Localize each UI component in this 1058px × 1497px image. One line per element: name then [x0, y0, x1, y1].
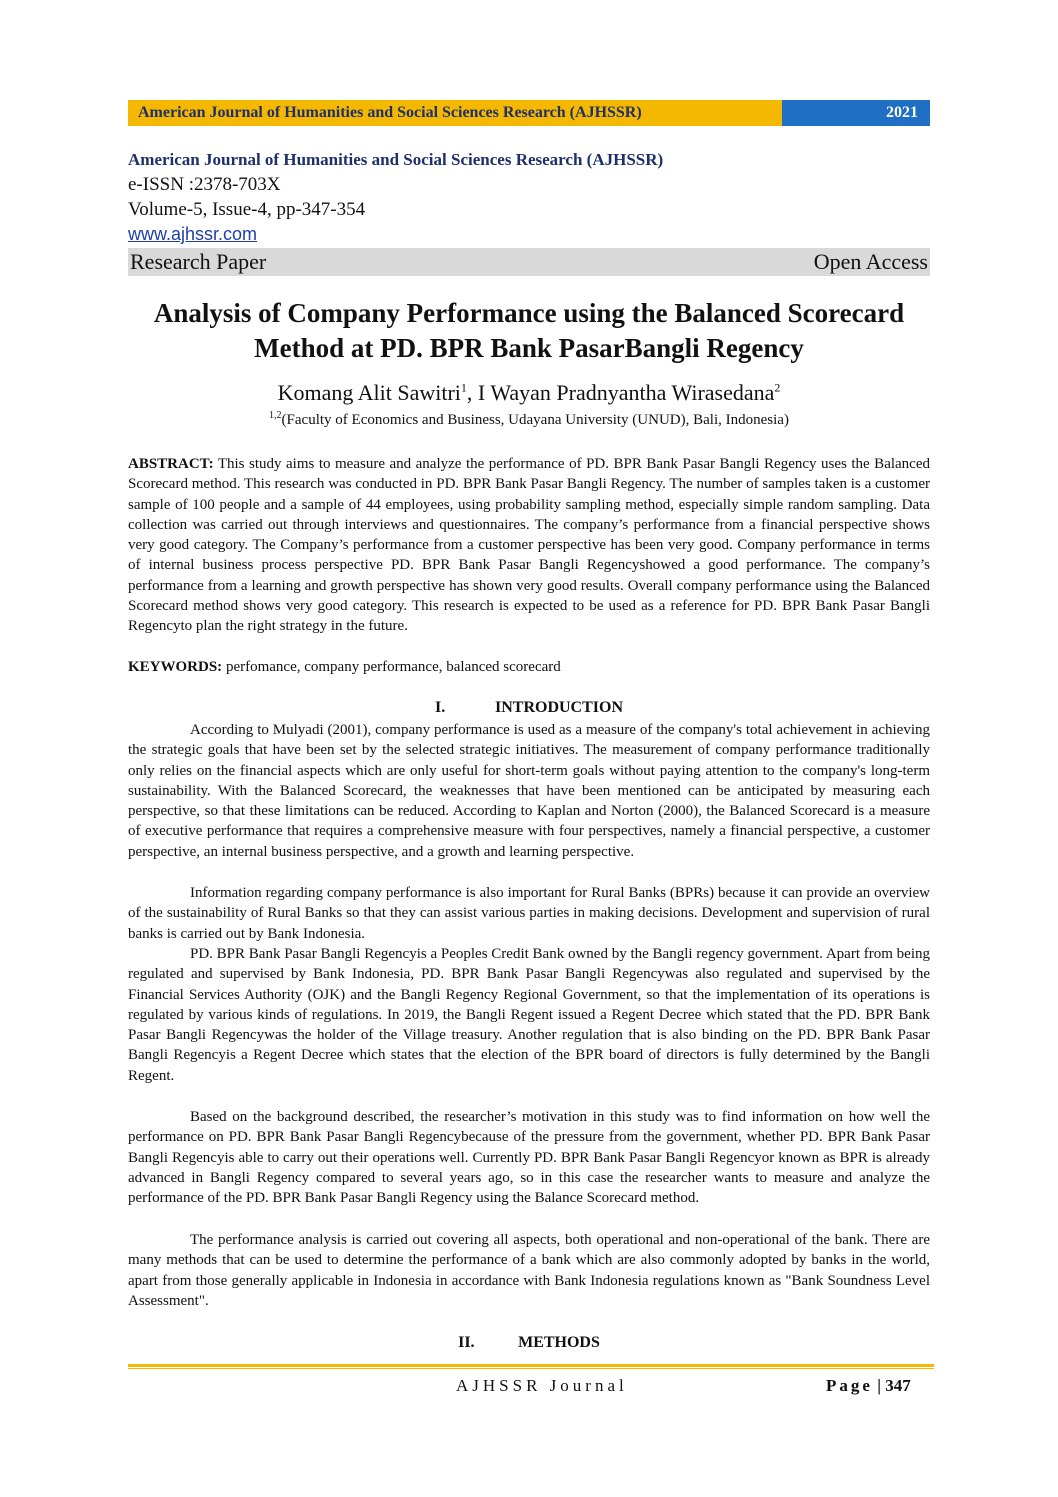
- page-number: 347: [885, 1376, 911, 1395]
- author-1: Komang Alit Sawitri: [277, 380, 461, 405]
- intro-paragraph-2: Information regarding company performance is also important for Rural Banks (BPRs) because it can provide an overview of the sustainability of Rural Banks so that they can assist various parties in making decisions. Development and supervision of rural banks is carried out by Bank Indonesia.: [128, 885, 930, 942]
- page-label: Page: [826, 1376, 873, 1395]
- footer-page-number: [826, 1376, 911, 1396]
- footer-rule-thin: [128, 1368, 934, 1369]
- keywords-label: KEYWORDS:: [128, 659, 223, 675]
- intro-paragraph-4: Based on the background described, the researcher’s motivation in this study was to find information on how well the performance on PD. BPR Bank Pasar Bangli Regencybecause of the pressure from the government, whether PD. BPR Bank Pasar Bangli Regencyis able to carry out their operations well. Currently PD. BPR Bank Pasar Bangli Regencyor known as BPR is already advanced in Bangli Regency compared to several years ago, so in this case the researcher wants to measure and analyze the performance of the PD. BPR Bank Pasar Bangli Regency using the Balance Scorecard method.: [128, 1109, 930, 1207]
- issn: e-ISSN :2378-703X: [128, 174, 281, 195]
- paper-type: Research Paper: [130, 249, 267, 274]
- affiliation-mark: 1,2: [269, 410, 282, 421]
- intro-paragraph-1: According to Mulyadi (2001), company performance is used as a measure of the company's total achievement in achieving the strategic goals that have been set by the selected strategic initiatives. The measurement of company performance traditionally only relies on the financial aspects which are only useful for short-term goals without paying attention to the company's long-term sustainability. With the Balanced Scorecard, the weaknesses that have been mentioned can be anticipated by measuring each perspective, so that these limitations can be reduced. According to Kaplan and Norton (2000), the Balanced Scorecard is a measure of executive performance that requires a comprehensive measure with four perspectives, namely a financial perspective, a customer perspective, an internal business perspective, and a growth and learning perspective.: [128, 722, 930, 860]
- affiliation: [128, 410, 930, 429]
- author-2-affiliation-mark: 2: [774, 380, 781, 395]
- abstract: [128, 454, 930, 637]
- paper-type-bar: [128, 248, 930, 276]
- keywords-text: perfomance, company performance, balanced scorecard: [222, 659, 561, 675]
- running-header: [128, 100, 930, 126]
- journal-name: American Journal of Humanities and Social Sciences Research (AJHSSR): [128, 150, 664, 169]
- access-type: Open Access: [813, 249, 928, 274]
- intro-paragraph-5: The performance analysis is carried out covering all aspects, both operational and non-operational of the bank. There are many methods that can be used to determine the performance of a bank which are also commonly adopted by banks in the world, apart from those generally applicable in Indonesia in accordance with Bank Indonesia regulations known as "Bank Soundness Level Assessment".: [128, 1232, 930, 1309]
- section-number: I.: [434, 699, 446, 716]
- author-2: I Wayan Pradnyantha Wirasedana: [477, 380, 775, 405]
- author-1-affiliation-mark: 1: [460, 380, 467, 395]
- section-number: II.: [458, 1334, 475, 1351]
- volume-issue: Volume-5, Issue-4, pp-347-354: [128, 199, 366, 220]
- author-separator: ,: [466, 380, 478, 405]
- page-separator: |: [872, 1376, 886, 1395]
- section-heading-methods: [128, 1334, 930, 1352]
- authors: [108, 380, 950, 406]
- paper-title: [108, 296, 950, 366]
- journal-website-link[interactable]: www.ajhssr.com: [128, 224, 258, 244]
- header-journal-name: American Journal of Humanities and Social Sciences Research (AJHSSR): [128, 100, 782, 126]
- keywords: [128, 657, 930, 677]
- footer-rule: [128, 1364, 934, 1367]
- title-line-2: Method at PD. BPR Bank PasarBangli Regency: [254, 333, 804, 363]
- title-line-1: Analysis of Company Performance using the Balanced Scorecard: [153, 298, 905, 328]
- footer-journal-name: AJHSSR Journal: [456, 1376, 628, 1395]
- intro-paragraph-3: PD. BPR Bank Pasar Bangli Regencyis a Peoples Credit Bank owned by the Bangli regency government. Apart from being regulated and supervised by Bank Indonesia, PD. BPR Bank Pasar Bangli Regencywas also regulated and supervised by the Financial Services Authority (OJK) and the Bangli Regency Regional Government, so that the implementation of its operations is regulated by various kinds of regulations. In 2019, the Bangli Regent issued a Regent Decree which stated that the PD. BPR Bank Pasar Bangli Regencywas the holder of the Village treasury. Another regulation that is also binding on the PD. BPR Bank Pasar Bangli Regencyis a Regent Decree which states that the election of the BPR board of directors is fully determined by the Bangli Regent.: [128, 946, 930, 1084]
- section-heading-introduction: [128, 699, 930, 717]
- abstract-label: ABSTRACT:: [128, 456, 214, 472]
- affiliation-text: (Faculty of Economics and Business, Udayana University (UNUD), Bali, Indonesia): [281, 412, 789, 428]
- section-title: INTRODUCTION: [494, 699, 623, 716]
- section-title: METHODS: [518, 1334, 600, 1351]
- abstract-text: This study aims to measure and analyze the performance of PD. BPR Bank Pasar Bangli Regency uses the Balanced Scorecard method. This research was conducted in PD. BPR Bank Pasar Bangli Regency. The number of samples taken is a customer sample of 100 people and a sample of 44 employees, using probability sampling method, especially simple random sampling. Data collection was carried out through interviews and questionnaires. The company’s performance from a financial perspective shows very good category. The Company’s performance from a customer perspective has been very good. Company performance in terms of internal business process perspective PD. BPR Bank Pasar Bangli Regencyshowed a good performance. The company’s performance from a learning and growth perspective has shown very good results. Overall company performance using the Balanced Scorecard method shows very good category. This research is expected to be used as a reference for PD. BPR Bank Pasar Bangli Regencyto plan the right strategy in the future.: [128, 456, 930, 635]
- header-year: 2021: [782, 100, 930, 126]
